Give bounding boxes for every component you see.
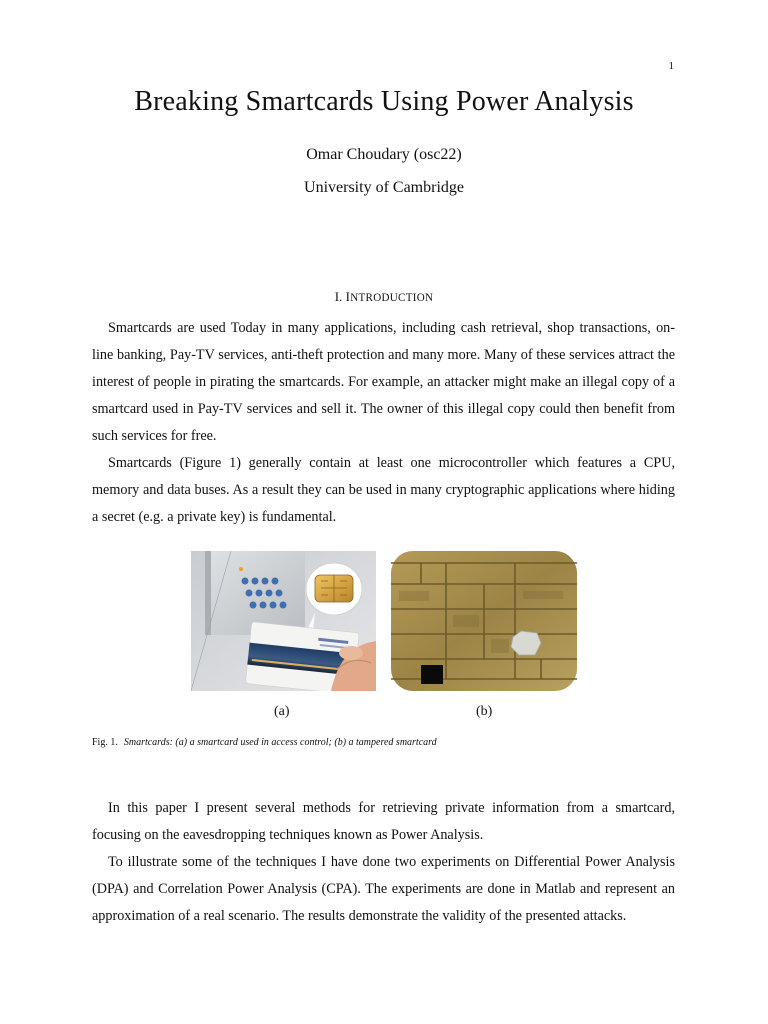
- paper-title: Breaking Smartcards Using Power Analysis: [134, 86, 634, 117]
- figure-label: Fig. 1.: [92, 737, 118, 748]
- author-affiliation: University of Cambridge: [304, 179, 464, 196]
- figure-caption: [92, 737, 437, 748]
- paragraph-intro-1: Smartcards are used Today in many applications, including cash retrieval, shop transactions, on-line banking, Pay-TV services, anti-theft protection and many more. Many of these services attract the interest of people in pirating the smartcards. For example, an attacker might make an illegal copy of a smartcard used in Pay-TV services and sell it. The owner of this illegal copy could then benefit from such services for free.: [92, 320, 675, 444]
- section-heading: [0, 289, 768, 305]
- section-title: INTRODUCTION: [345, 289, 434, 304]
- paragraph-intro-3: In this paper I present several methods for retrieving private information from a smartcard, focusing on the eavesdropping techniques known as Power Analysis.: [92, 800, 675, 843]
- page-number: 1: [668, 60, 674, 72]
- section-number: I.: [334, 289, 343, 304]
- subfigure-label-a: (a): [274, 704, 290, 719]
- figure-caption-text: Smartcards: (a) a smartcard used in access control; (b) a tampered smartcard: [123, 737, 437, 748]
- figure-image-access-control: [191, 551, 376, 691]
- paragraph-intro-2: Smartcards (Figure 1) generally contain at least one microcontroller which features a CPU, memory and data buses. As a result they can be used in many cryptographic applications where hiding a secret (e.g. a private key) is fundamental.: [92, 455, 675, 525]
- author-name: Omar Choudary (osc22): [306, 146, 462, 163]
- subfigure-label-b: (b): [476, 704, 493, 719]
- paragraph-intro-4: To illustrate some of the techniques I have done two experiments on Differential Power Analysis (DPA) and Correlation Power Analysis (CPA). The experiments are done in Matlab and represent an approximation of a real scenario. The results demonstrate the validity of the presented attacks.: [92, 854, 675, 924]
- figure-image-tampered-chip: [391, 551, 577, 691]
